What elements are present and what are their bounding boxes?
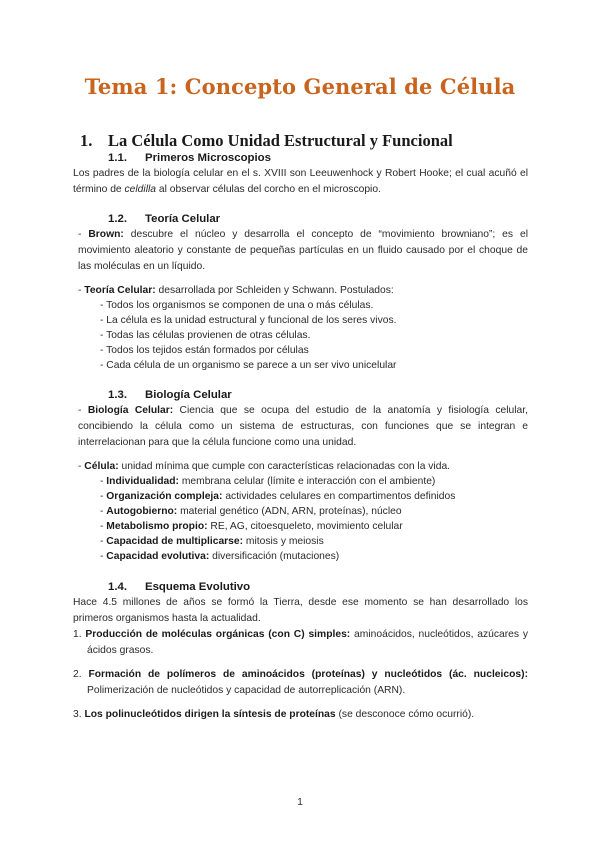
- dash: -: [78, 229, 89, 240]
- evolutivo-item-2: [73, 667, 528, 699]
- caracteristica-label: Organización compleja:: [106, 491, 223, 502]
- biologia-paragraph: [78, 403, 528, 451]
- section-1-3-number: 1.3.: [108, 389, 127, 401]
- section-1-heading: [80, 131, 453, 151]
- postulado-item: - La célula es la unidad estructural y funcional de los seres vivos.: [100, 315, 397, 326]
- section-1-1-paragraph: [73, 166, 528, 198]
- item-number: 1.: [73, 629, 86, 640]
- brown-text: descubre el núcleo y desarrolla el concepto de “movimiento browniano”; es el movimiento aleatorio y constante de pequeñas partículas en un fluido causado por el choque de las moléculas en un líquido.: [78, 229, 528, 272]
- dash: -: [100, 551, 107, 562]
- postulado-item: - Cada célula de un organismo se parece a un ser vivo unicelular: [100, 360, 397, 371]
- dash: -: [100, 491, 107, 502]
- item-number: 3.: [73, 709, 85, 720]
- dash: -: [100, 506, 107, 517]
- celula-text: unidad mínima que cumple con características relacionadas con la vida.: [118, 461, 451, 472]
- celula-paragraph: [78, 459, 528, 475]
- dash: -: [78, 285, 85, 296]
- item-text: Polimerización de nucleótidos y capacidad de autorreplicación (ARN).: [87, 685, 406, 696]
- teoria-label: Teoría Celular:: [84, 285, 156, 296]
- caracteristica-text: material genético (ADN, ARN, proteínas), núcleo: [177, 506, 402, 517]
- page-number: 1: [297, 796, 303, 808]
- postulado-item: - Todos los tejidos están formados por células: [100, 345, 309, 356]
- teoria-text: desarrollada por Schleiden y Schwann. Postulados:: [155, 285, 394, 296]
- brown-label: Brown:: [88, 229, 124, 240]
- caracteristica-text: mitosis y meiosis: [243, 536, 324, 547]
- section-1-number: 1.: [80, 131, 93, 150]
- dash: -: [78, 405, 88, 416]
- caracteristica-item: [100, 474, 435, 489]
- section-1-title: La Célula Como Unidad Estructural y Funcional: [108, 131, 453, 150]
- caracteristica-item: [100, 504, 402, 519]
- caracteristica-label: Autogobierno:: [106, 506, 178, 517]
- caracteristica-item: [100, 489, 455, 504]
- brown-paragraph: [78, 227, 528, 275]
- dash: -: [100, 536, 107, 547]
- section-1-4-intro: Hace 4.5 millones de años se formó la Tierra, desde ese momento se han desarrollado los primeros organismos hasta la actualidad.: [73, 597, 528, 624]
- postulado-item: - Todos los organismos se componen de una o más células.: [100, 300, 374, 311]
- caracteristica-text: membrana celular (límite e interacción con el ambiente): [178, 476, 436, 487]
- dash: -: [78, 461, 85, 472]
- section-1-1-heading: [108, 152, 271, 164]
- item-text: aminoácidos, nucleótidos, azúcares y ácidos grasos.: [87, 629, 529, 656]
- section-1-4-number: 1.4.: [108, 581, 127, 593]
- item-bold-text: Producción de moléculas orgánicas (con C) simples:: [85, 629, 351, 640]
- caracteristica-item: [100, 519, 403, 534]
- emphasis-celdilla: celdilla: [124, 184, 156, 195]
- caracteristica-label: Individualidad:: [106, 476, 179, 487]
- caracteristica-text: RE, AG, citoesqueleto, movimiento celular: [207, 521, 403, 532]
- teoria-paragraph: [78, 283, 528, 299]
- evolutivo-item-3: [73, 707, 528, 723]
- caracteristica-label: Capacidad evolutiva:: [106, 551, 210, 562]
- section-1-4-heading: [108, 581, 250, 593]
- biologia-text: Ciencia que se ocupa del estudio de la anatomía y fisiología celular, concibiendo la célula como un sistema de estructuras, con funciones que se integran e interrelacionan para que la célula funcione como una unidad.: [78, 405, 529, 448]
- section-1-4-title: Esquema Evolutivo: [145, 581, 251, 593]
- dash: -: [100, 476, 107, 487]
- celula-label: Célula:: [84, 461, 119, 472]
- item-text: (se desconoce cómo ocurrió).: [335, 709, 475, 720]
- caracteristica-text: actividades celulares en compartimentos definidos: [222, 491, 456, 502]
- dash: -: [100, 521, 107, 532]
- caracteristica-label: Capacidad de multiplicarse:: [106, 536, 244, 547]
- section-1-2-number: 1.2.: [108, 213, 127, 225]
- paragraph-text: Los padres de la biología celular en el s. XVIII son Leeuwenhock y Robert Hooke; el cual acuñó el término de: [73, 168, 528, 195]
- section-1-1-number: 1.1.: [108, 152, 127, 164]
- section-1-2-title: Teoría Celular: [145, 213, 221, 225]
- caracteristica-text: diversificación (mutaciones): [209, 551, 340, 562]
- section-1-1-title: Primeros Microscopios: [145, 152, 271, 164]
- section-1-3-heading: [108, 389, 232, 401]
- paragraph-text: al observar células del corcho en el microscopio.: [156, 184, 381, 195]
- caracteristica-item: [100, 534, 324, 549]
- item-bold-text: Formación de polímeros de aminoácidos (proteínas) y nucleótidos (ác. nucleicos):: [88, 669, 528, 680]
- section-1-2-heading: [108, 213, 220, 225]
- caracteristica-label: Metabolismo propio:: [106, 521, 208, 532]
- item-bold-text: Los polinucleótidos dirigen la síntesis de proteínas: [84, 709, 336, 720]
- evolutivo-item-1: [73, 627, 528, 659]
- item-number: 2.: [73, 669, 89, 680]
- section-1-3-title: Biología Celular: [145, 389, 232, 401]
- biologia-label: Biología Celular:: [87, 405, 174, 416]
- page-title: Tema 1: Concepto General de Célula: [84, 74, 516, 99]
- caracteristica-item: [100, 549, 339, 564]
- postulado-item: - Todas las células provienen de otras células.: [100, 330, 311, 341]
